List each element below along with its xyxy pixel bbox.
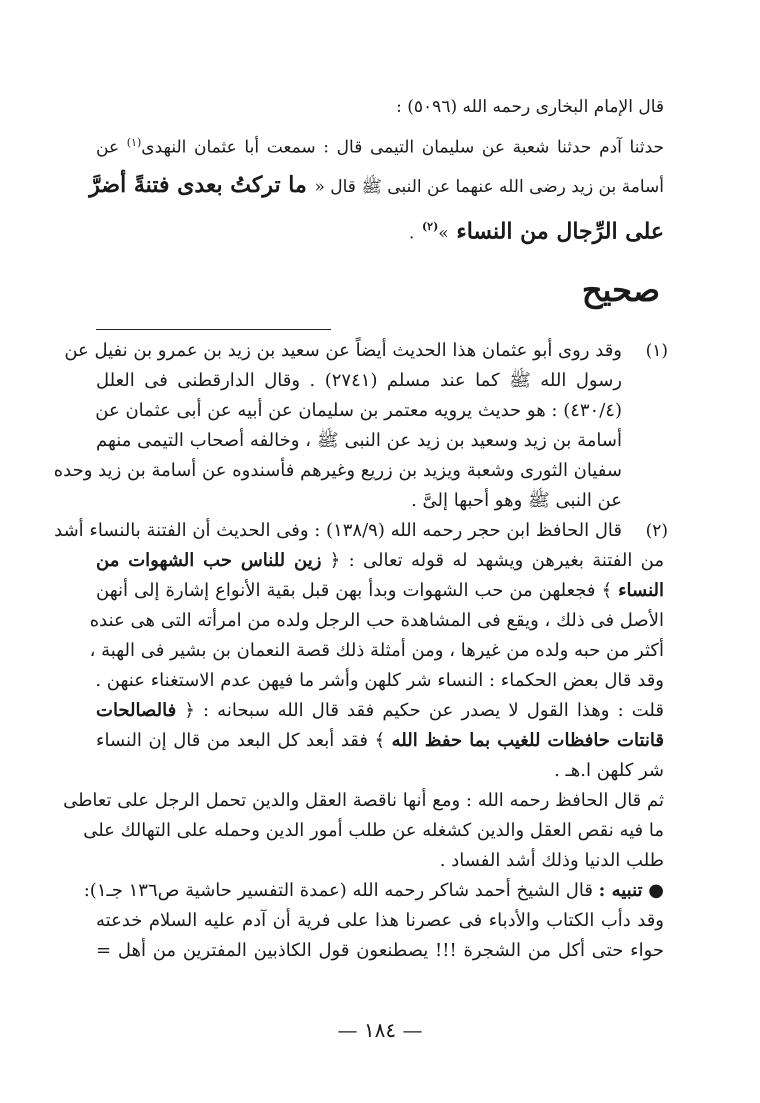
quran-quote: فالصالحات bbox=[96, 699, 177, 721]
comment-line: ما فيه نقص العقل والدين كشغله عن طلب أمور الدين وحمله على التهالك على bbox=[83, 819, 664, 841]
footnote-separator bbox=[96, 329, 331, 330]
notice-line: حواء حتى أكل من الشجرة !!! يصطنعون قول الكاذبين المفترين من أهل = bbox=[96, 939, 664, 961]
note1-line: أسامة بن زيد وسعيد بن زيد عن النبى ﷺ ، وخالفه أصحاب التيمى منهم bbox=[96, 429, 622, 451]
footnote-2 bbox=[54, 516, 668, 546]
notice-line: ● تنبيه : قال الشيخ أحمد شاكر رحمه الله (عمدة التفسير حاشية ص١٣٦ جـ١): bbox=[83, 879, 664, 901]
note2-line: وقد قال بعض الحكماء : النساء شر كلهن وأشر ما فيهن عدم الاستغناء عنهن . bbox=[95, 669, 664, 691]
bullet-icon: ● bbox=[648, 879, 664, 901]
note1-line: وقد روى أبو عثمان هذا الحديث أيضاً عن سعيد بن زيد بن عمرو بن نفيل عن bbox=[64, 339, 622, 361]
note1-line: رسول الله ﷺ كما عند مسلم (٢٧٤١) . وقال الدارقطنى فى العلل bbox=[96, 369, 622, 391]
intro-line: قال الإمام البخارى رحمه الله (٥٠٩٦) : bbox=[396, 97, 664, 117]
quran-quote: النساء bbox=[618, 579, 664, 601]
hadith-line-2: أسامة بن زيد رضى الله عنهما عن النبى ﷺ قال « ما تركتُ بعدى فتنةً أضرَّ bbox=[89, 171, 664, 198]
footnote-number: (١) bbox=[645, 340, 668, 361]
footnote-1 bbox=[53, 336, 668, 516]
comment-line: ثم قال الحافظ رحمه الله : ومع أنها ناقصة العقل والدين تحمل الرجل على تعاطى bbox=[63, 789, 664, 811]
comment-line: قانتات حافظات للغيب بما حفظ الله ﴾ فقد أبعد كل البعد من قال إن النساء bbox=[96, 729, 664, 751]
footnote-ref-2: (٢) bbox=[421, 219, 439, 233]
notice-label: تنبيه : bbox=[598, 879, 643, 901]
note2-line: الأصل فى ذلك ، ويقع فى المشاهدة حب الرجل ولده من امرأته التى هى عنده bbox=[89, 609, 664, 631]
quran-quote: زين للناس حب الشهوات من bbox=[96, 549, 322, 571]
note2-line: النساء ﴾ فجعلهن من حب الشهوات وبدأ بهن قبل بقية الأنواع إشارة إلى أنهن bbox=[96, 579, 664, 601]
page-number: — ١٨٤ — bbox=[337, 1018, 423, 1042]
hadith-grade: صحيح bbox=[581, 270, 660, 309]
page-body bbox=[53, 92, 668, 966]
hadith-text-bold: ما تركتُ بعدى فتنةً أضرَّ bbox=[89, 171, 307, 198]
notice-line: وقد دأب الكتاب والأدباء فى عصرنا هذا على فرية أن آدم عليه السلام خدعته bbox=[96, 909, 664, 931]
note2-line: من الفتنة بغيرهن ويشهد له قوله تعالى : ﴿ زين للناس حب الشهوات من bbox=[96, 549, 664, 571]
comment-line: شر كلهن ا.هـ . bbox=[554, 759, 664, 781]
footnote-2-body bbox=[63, 546, 664, 966]
note2-line: قال الحافظ ابن حجر رحمه الله (١٣٨/٩) : وفى الحديث أن الفتنة بالنساء أشد bbox=[54, 519, 622, 541]
note1-line: (٤٣٠/٤) : هو حديث يرويه معتمر بن سليمان عن أبيه عن أبى عثمان عن bbox=[95, 399, 622, 421]
footnote-ref-1: (١) bbox=[126, 136, 142, 149]
comment-line: قلت : وهذا القول لا يصدر عن حكيم فقد قال الله سبحانه : ﴿ فالصالحات bbox=[96, 699, 664, 721]
hadith-line-1: حدثنا آدم حدثنا شعبة عن سليمان التيمى قال : سمعت أبا عثمان النهدى$^{(١)}$ عن bbox=[96, 136, 665, 158]
footnote-number: (٢) bbox=[645, 520, 668, 541]
hadith-line-3: على الرِّجال من النساء »$^{(٢)}$ . bbox=[408, 217, 664, 244]
note1-line: عن النبى ﷺ وهو أحبها إلىَّ . bbox=[411, 489, 622, 511]
note2-line: أكثر من حبه ولده من غيرها ، ومن أمثلة ذلك قصة النعمان بن بشير فى الهبة ، bbox=[89, 639, 664, 661]
comment-line: طلب الدنيا وذلك أشد الفساد . bbox=[439, 849, 664, 871]
note1-line: سفيان الثورى وشعبة ويزيد بن زريع وغيرهم فأسندوه عن أسامة بن زيد وحده bbox=[53, 459, 622, 481]
quran-quote: قانتات حافظات للغيب بما حفظ الله bbox=[391, 729, 664, 751]
